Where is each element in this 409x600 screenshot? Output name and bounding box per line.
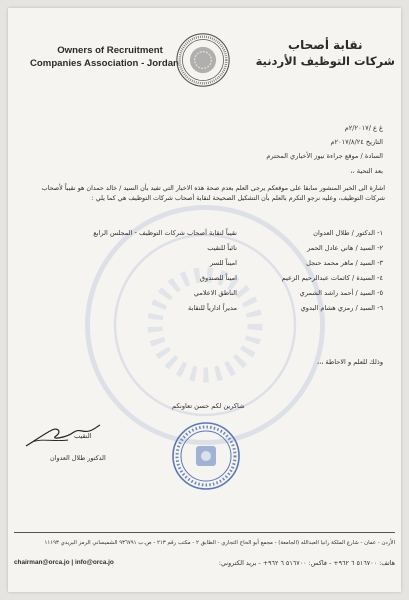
closing-note: وذلك للعلم و الاحاطة ،،، — [316, 358, 383, 366]
member-role: اميناً للسر — [209, 259, 237, 267]
member-name: ٤- السيدة / كاثمات عبدالرحيم الزعيم — [281, 274, 383, 282]
footer-divider — [14, 532, 395, 533]
member-role: مديراً ادارياً للنقابة — [187, 304, 237, 312]
members-list — [40, 214, 383, 316]
letter-date: التاريخ ٢٠١٧/٨/٢٤م — [330, 138, 383, 146]
signature-title: النقيب — [74, 432, 92, 440]
list-item — [40, 226, 383, 241]
association-seal-icon — [175, 32, 231, 88]
arabic-header-line2: شركات التوظيف الأردنية — [255, 54, 395, 68]
greeting: بعد التحية ،، — [350, 167, 383, 175]
body-paragraph: اشارة الى الخبر المنشور سابقا على موقعكم يرجى العلم بعدم صحة هذه الاخبار التي تفيد بأن السيد / خالد حمدان هو نقيباً لأصحاب شركات التوظيف، وعليه نرجو التكرم بالعلم بأن التشكيل الصحيحة لنقابة أصحاب شركات التوظيف هي كما يلي : — [41, 184, 385, 202]
english-header-line2: Companies Association - Jordan — [30, 58, 179, 69]
recipient-line: السادة / موقع جراءة نيوز الأخباري المحترم — [266, 152, 383, 160]
footer-emails: chairman@orca.jo | info@orca.jo — [14, 559, 114, 566]
english-header — [30, 44, 190, 70]
official-stamp-icon — [170, 420, 242, 492]
member-name: ١- الدكتور / طلال العدوان — [313, 229, 383, 237]
member-role: نائباً للنقيب — [207, 244, 237, 252]
signature-name: الدكتور طلال العدوان — [50, 454, 106, 462]
arabic-header — [256, 38, 395, 68]
member-role: اميناً للصندوق — [199, 274, 237, 282]
member-role: الناطق الاعلامي — [193, 289, 237, 297]
list-item — [40, 286, 383, 301]
member-name: ٢- السيد / هاني عادل الحمر — [307, 244, 383, 252]
footer-contacts: هاتف: ٥١٦٧٠٠ ٦ ٩٦٢+ - فاكس: ٥١٦٧٠٠ ٦ ٩٦٢+ - بريد الكتروني: — [218, 559, 395, 567]
list-item — [40, 241, 383, 256]
member-name: ٣- السيد / ماهر محمد حنجل — [306, 259, 383, 267]
member-role: نقيباً لنقابة أصحاب شركات التوظيف - المجلس الرابع — [93, 229, 237, 237]
footer-address: الأردن - عمان - شارع الملكة رانيا العبدالله (الجامعة) - مجمع أبو الحاج التجاري - الطابق ٢ - مكتب رقم ٢١٣ - ص.ب ٩٣٦٧٩١ الشميساني الرمز البريدي ١١١٩٣ — [44, 540, 395, 546]
arabic-header-line1: نقابة أصحاب — [288, 38, 363, 52]
handwritten-signature-icon — [22, 420, 102, 450]
member-name: ٥- السيد / أحمد راشد الشمري — [299, 289, 383, 297]
list-item — [40, 301, 383, 316]
reference-number: غ ع /٢/٢٠١٧م — [344, 124, 383, 132]
thanks-line: شاكرين لكم حسن تعاونكم — [172, 402, 245, 410]
list-item — [40, 271, 383, 286]
member-name: ٦- السيد / رمزي هشام البدوي — [300, 304, 383, 312]
english-header-line1: Owners of Recruitment — [57, 45, 163, 56]
list-item — [40, 256, 383, 271]
